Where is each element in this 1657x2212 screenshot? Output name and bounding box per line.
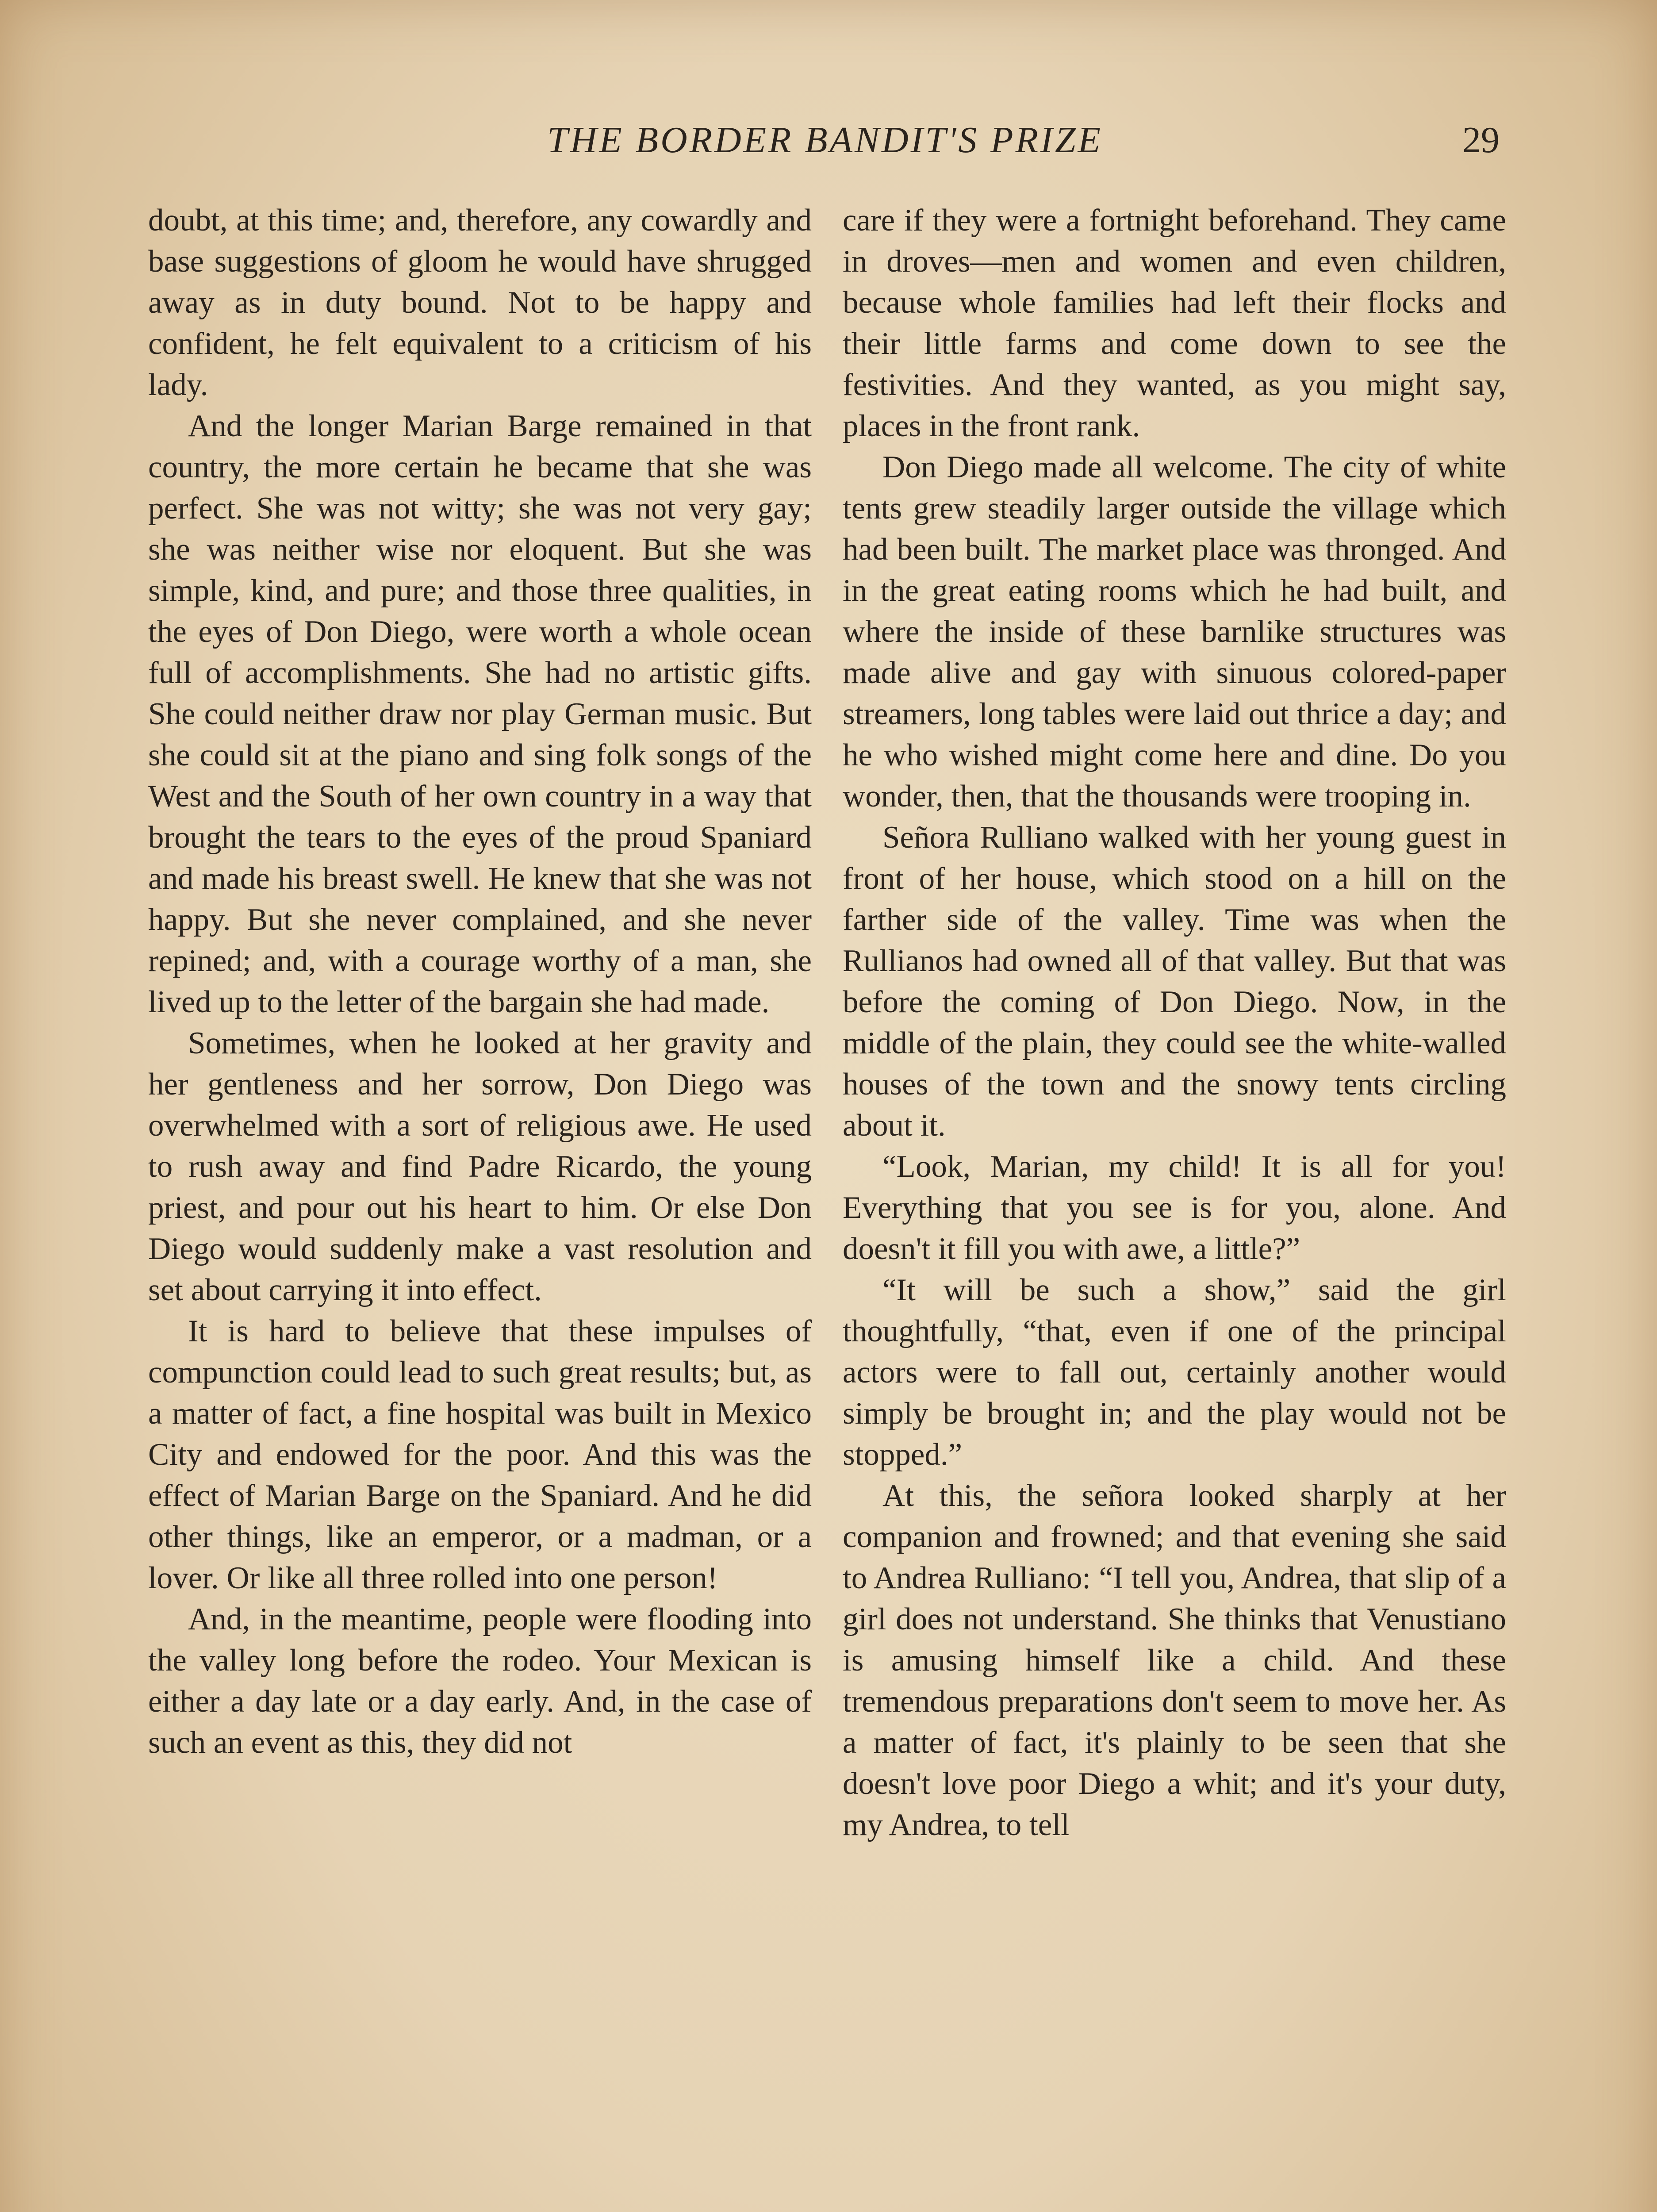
right-column (843, 200, 1506, 2212)
page-header (150, 114, 1500, 163)
paragraph: At this, the señora looked sharply at her companion and frowned; and that evening she said to Andrea Rulliano: “I tell you, Andrea, that slip of a girl does not understand. She thinks that Venustiano is amusing himself like a child. And these tremendous preparations don't seem to move her. As a matter of fact, it's plainly to be seen that she doesn't love poor Diego a whit; and it's your duty, my Andrea, to tell (843, 1479, 1506, 1842)
left-column (148, 200, 812, 2212)
paragraph: And the longer Marian Barge remained in that country, the more certain he became that she was perfect. She was not witty; she was not very gay; she was neither wise nor eloquent. But she was simple, kind, and pure; and those three qualities, in the eyes of Don Diego, were worth a whole ocean full of accomplishments. She had no artistic gifts. She could neither draw nor play German music. But she could sit at the piano and sing folk songs of the West and the South of her own country in a way that brought the tears to the eyes of the proud Spaniard and made his breast swell. He knew that she was not happy. But she never complained, and she never repined; and, with a courage worthy of a man, she lived up to the letter of the bargain she had made. (148, 409, 812, 1019)
paragraph: Don Diego made all welcome. The city of white tents grew steadily larger outside the village which had been built. The market place was thronged. And in the great eating rooms which he had built, and where the inside of these barnlike structures was made alive and gay with sinuous colored-paper streamers, long tables were laid out thrice a day; and he who wished might come here and dine. Do you wonder, then, that the thousands were trooping in. (843, 450, 1506, 814)
paragraph: Sometimes, when he looked at her gravity and her gentleness and her sorrow, Don Diego was overwhelmed with a sort of religious awe. He used to rush away and find Padre Ricardo, the young priest, and pour out his heart to him. Or else Don Diego would suddenly make a vast resolution and set about carrying it into effect. (148, 1026, 812, 1307)
paragraph: Señora Rulliano walked with her young guest in front of her house, which stood on a hill on the farther side of the valley. Time was when the Rullianos had owned all of that valley. But that was before the coming of Don Diego. Now, in the middle of the plain, they could see the white-walled houses of the town and the snowy tents circling about it. (843, 820, 1506, 1143)
paragraph: care if they were a fortnight beforehand. They came in droves—men and women and even children, because whole families had left their flocks and their little farms and come down to see the festivities. And they wanted, as you might say, places in the front rank. (843, 203, 1506, 443)
running-title: THE BORDER BANDIT'S PRIZE (547, 119, 1103, 161)
paragraph: “Look, Marian, my child! It is all for you! Everything that you see is for you, alone. And doesn't it fill you with awe, a little?” (843, 1149, 1506, 1266)
paragraph: And, in the meantime, people were flooding into the valley long before the rodeo. Your Mexican is either a day late or a day early. And, in the case of such an event as this, they did not (148, 1602, 812, 1760)
paragraph: doubt, at this time; and, therefore, any cowardly and base suggestions of gloom he would have shrugged away as in duty bound. Not to be happy and confident, he felt equivalent to a criticism of his lady. (148, 203, 812, 402)
paragraph: It is hard to believe that these impulses of compunction could lead to such great results; but, as a matter of fact, a fine hospital was built in Mexico City and endowed for the poor. And this was the effect of Marian Barge on the Spaniard. And he did other things, like an emperor, or a madman, or a lover. Or like all three rolled into one person! (148, 1314, 812, 1595)
page-number: 29 (1462, 119, 1500, 161)
paragraph: “It will be such a show,” said the girl thoughtfully, “that, even if one of the principal actors were to fall out, certainly another would simply be brought in; and the play would not be stopped.” (843, 1273, 1506, 1472)
